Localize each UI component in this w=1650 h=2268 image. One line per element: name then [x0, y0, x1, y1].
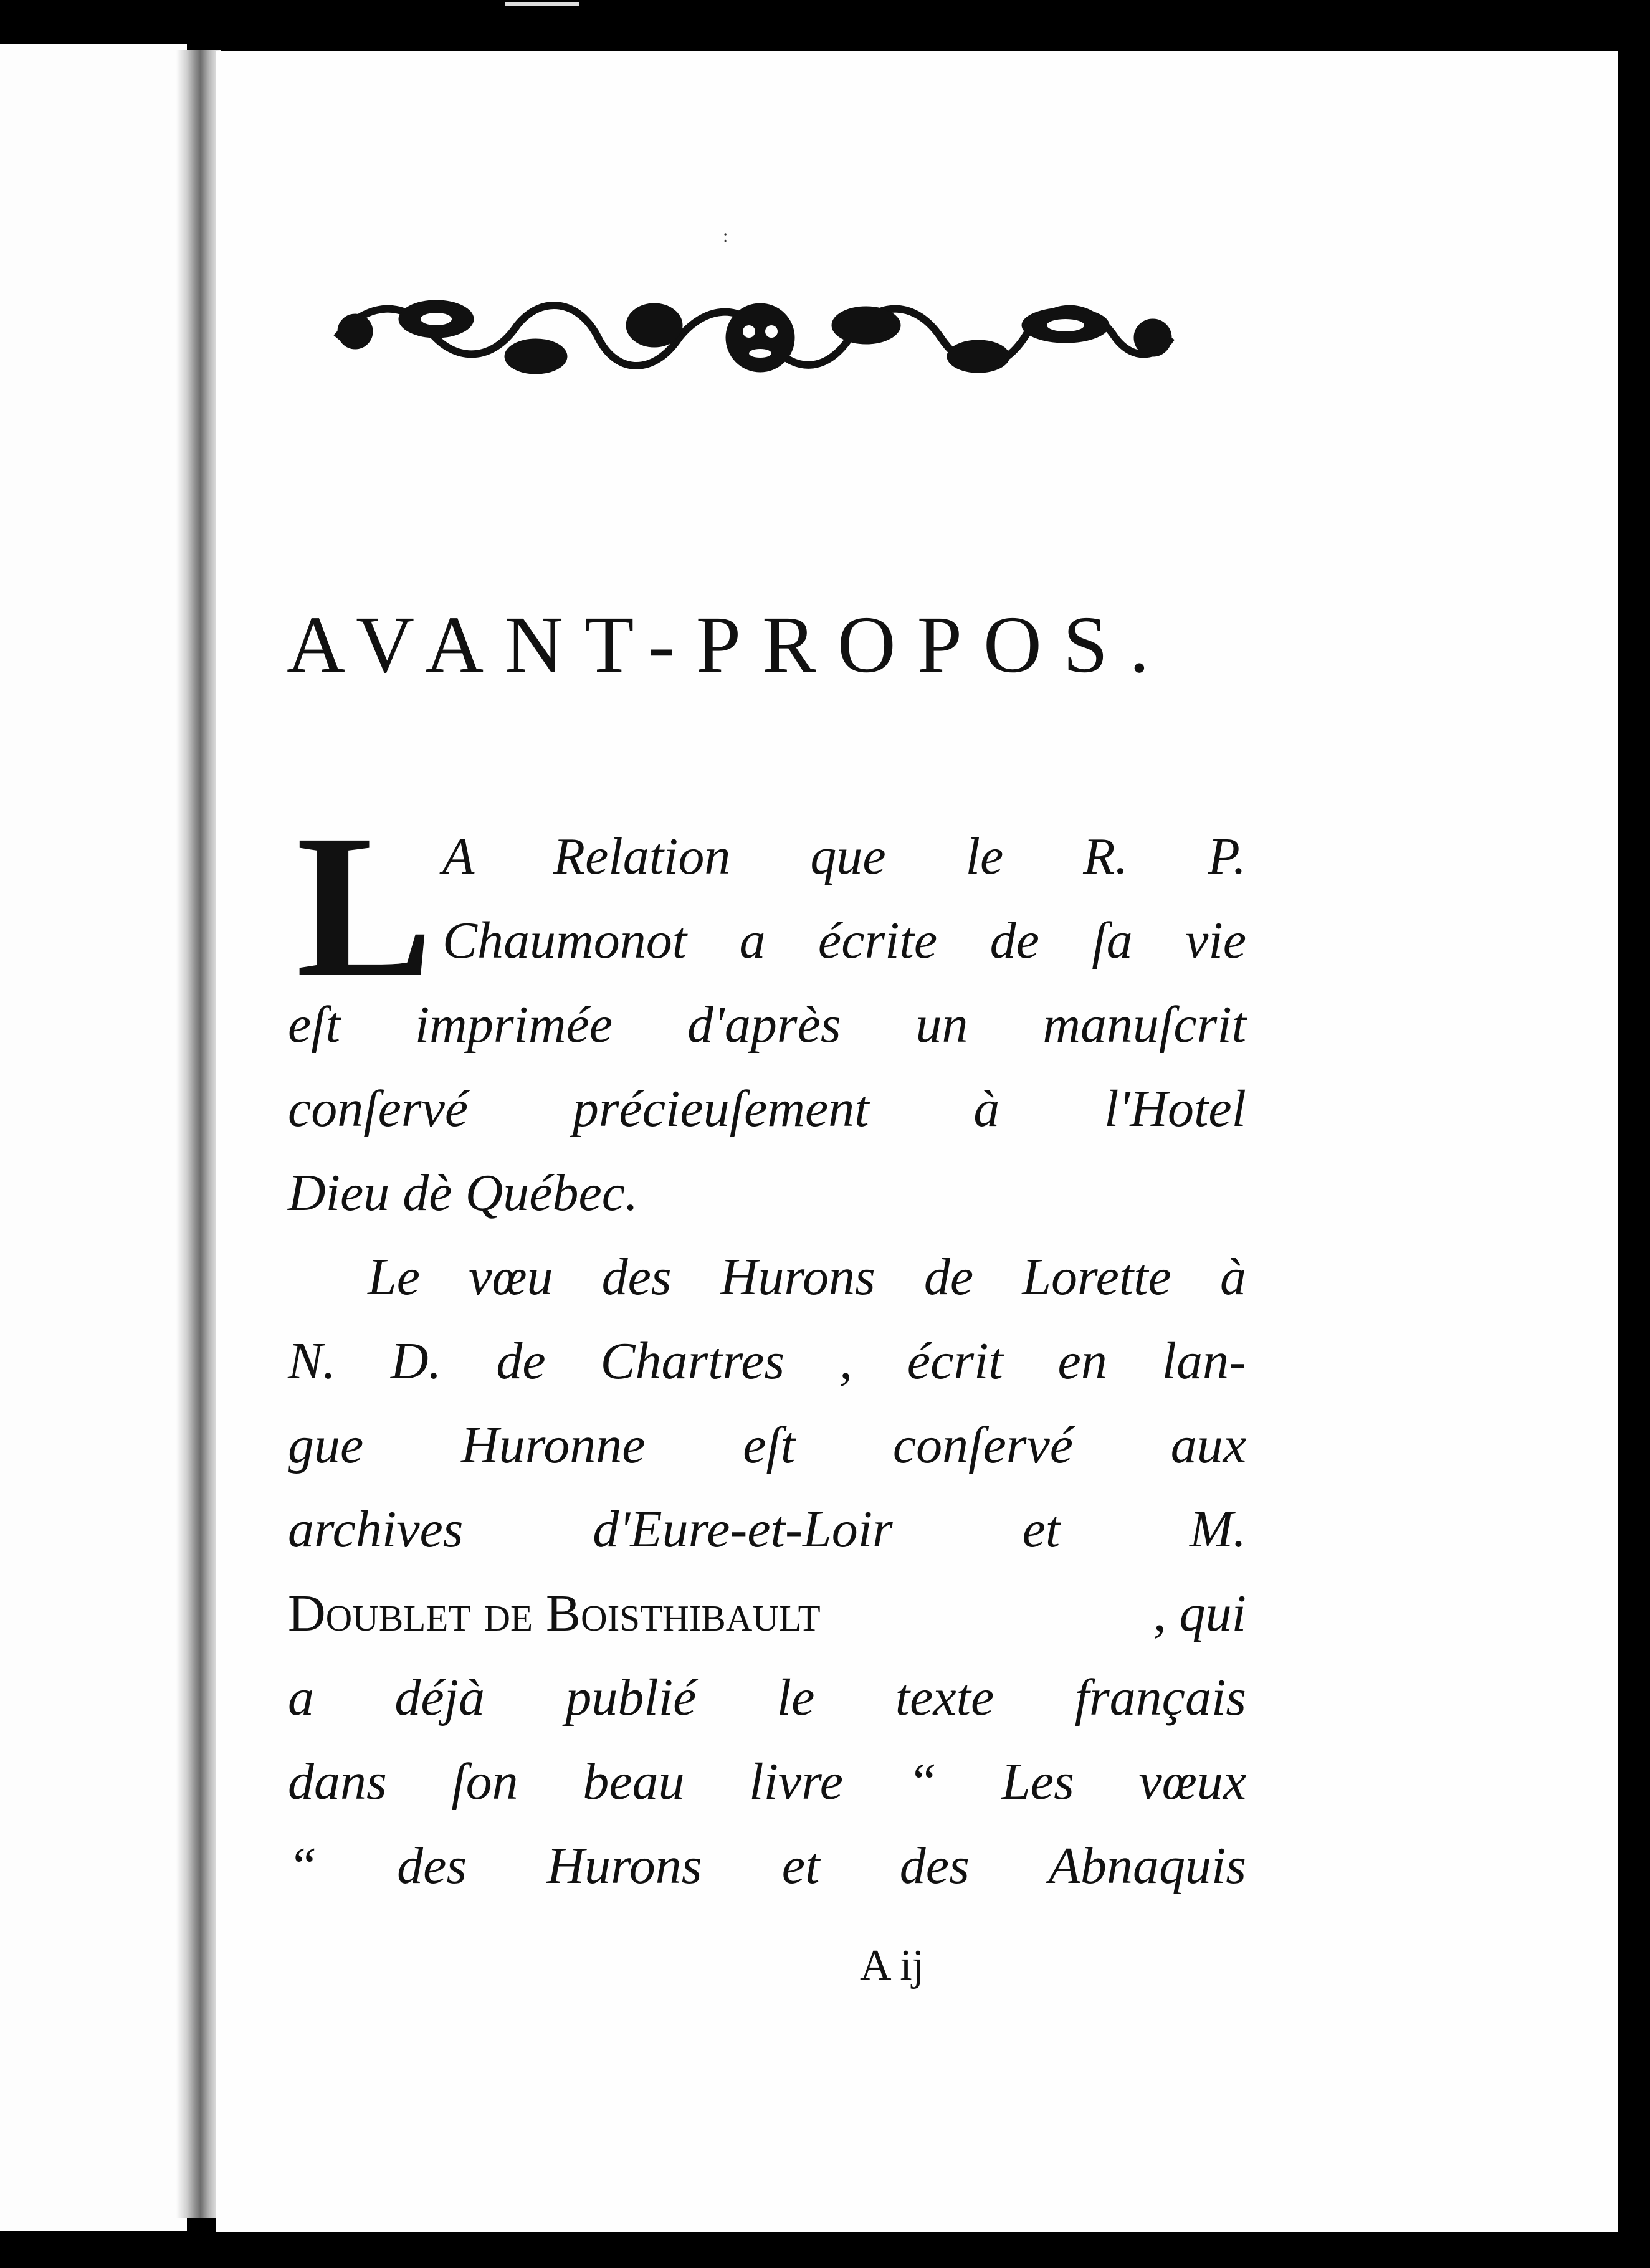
signature-mark: A ij: [860, 1942, 925, 1989]
text-line: Dieu dè Québec.: [288, 1164, 639, 1222]
text-line-name: Doublet de Boisthibault: [288, 1584, 821, 1642]
text-line: Le vœu des Hurons de Lorette à: [368, 1248, 1246, 1306]
text-line: conſervé précieuſement à l'Hotel: [288, 1080, 1246, 1138]
text-line: a déjà publié le texte français: [288, 1669, 1246, 1727]
text-line: eſt imprimée d'après un manuſcrit: [288, 996, 1246, 1054]
drop-cap: L: [296, 793, 434, 1020]
text-line: A Relation que le R. P.: [442, 827, 1246, 885]
text-line-tail: , qui: [1153, 1584, 1246, 1642]
text-line: gue Huronne eſt conſervé aux: [288, 1416, 1246, 1474]
text-line: “ des Hurons et des Abnaquis: [288, 1837, 1246, 1895]
text-line: archives d'Eure-et-Loir et M.: [288, 1500, 1246, 1558]
text-line: dans ſon beau livre “ Les vœux: [288, 1753, 1246, 1811]
rule-mark: :: [723, 226, 728, 246]
text-line: Chaumonot a écrite de ſa vie: [442, 912, 1246, 970]
text-line: N. D. de Chartres , écrit en lan-: [288, 1332, 1246, 1390]
page-title: AVANT-PROPOS.: [287, 600, 1171, 690]
